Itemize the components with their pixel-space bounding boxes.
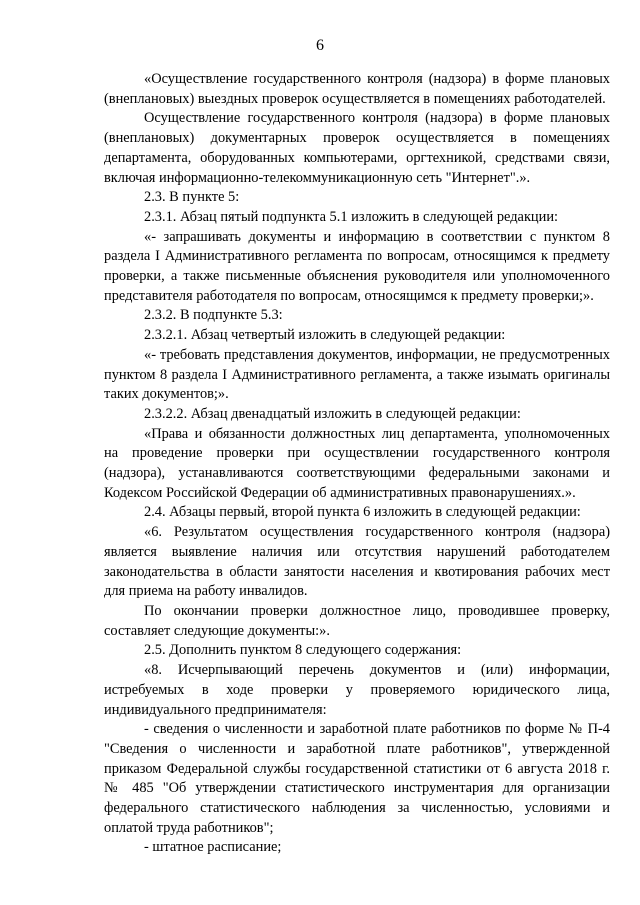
paragraph: По окончании проверки должностное лицо, проводившее проверку, составляет следующие документы:».	[104, 602, 610, 639]
paragraph: 2.3.1. Абзац пятый подпункта 5.1 изложить в следующей редакции:	[144, 208, 559, 225]
paragraph: 2.3.2.2. Абзац двенадцатый изложить в следующей редакции:	[144, 405, 521, 422]
page-number: 6	[316, 37, 324, 54]
paragraph: 2.3.2.1. Абзац четвертый изложить в следующей редакции:	[144, 327, 506, 344]
paragraph: 2.4. Абзацы первый, второй пункта 6 изложить в следующей редакции:	[144, 504, 581, 521]
paragraph: Осуществление государственного контроля (надзора) в форме плановых (внеплановых) документарных проверок осуществляется в помещениях департамента, оборудованных компьютерами, оргтехникой, средствами связи, включая информационно-телекоммуникационную сеть "Интернет".».	[104, 110, 610, 186]
paragraph: «8. Исчерпывающий перечень документов и (или) информации, истребуемых в ходе проверки у проверяемого юридического лица, индивидуального предпринимателя:	[104, 662, 610, 718]
paragraph: - сведения о численности и заработной плате работников по форме № П-4 "Сведения о численности и заработной плате работников", утвержденной приказом Федеральной службы государственной статистики от 6 августа 2018 г. № 485 "Об утверждении статистического инструментария для организации федерального статистического наблюдения за численностью, условиями и оплатой труда работников";	[104, 721, 610, 836]
paragraph: 2.5. Дополнить пунктом 8 следующего содержания:	[144, 642, 462, 659]
paragraph: 2.3.2. В подпункте 5.3:	[144, 307, 283, 324]
paragraph: «- запрашивать документы и информацию в соответствии с пунктом 8 раздела I Административного регламента по вопросам, относящимся к предмету проверки, а также письменные объяснения руководителя или уполномоченного представителя работодателя по вопросам, относящимся к предмету проверки;».	[104, 228, 610, 304]
document-body	[104, 70, 610, 858]
paragraph: «- требовать представления документов, информации, не предусмотренных пунктом 8 раздела I Административного регламента, а также изымать оригиналы таких документов;».	[104, 346, 610, 403]
paragraph: «Права и обязанности должностных лиц департамента, уполномоченных на проведение проверки при осуществлении государственного контроля (надзора), устанавливаются соответствующими федеральными законами и Кодексом Российской Федерации об административных правонарушениях.».	[104, 425, 610, 501]
paragraph: 2.3. В пункте 5:	[144, 189, 240, 206]
paragraph: - штатное расписание;	[144, 839, 282, 856]
paragraph: «Осуществление государственного контроля (надзора) в форме плановых (внеплановых) выездных проверок осуществляется в помещениях работодателей.	[104, 71, 610, 107]
paragraph: «6. Результатом осуществления государственного контроля (надзора) является выявление наличия или отсутствия нарушений работодателем законодательства в области занятости населения и квотирования рабочих мест для приема на работу инвалидов.	[104, 524, 610, 600]
